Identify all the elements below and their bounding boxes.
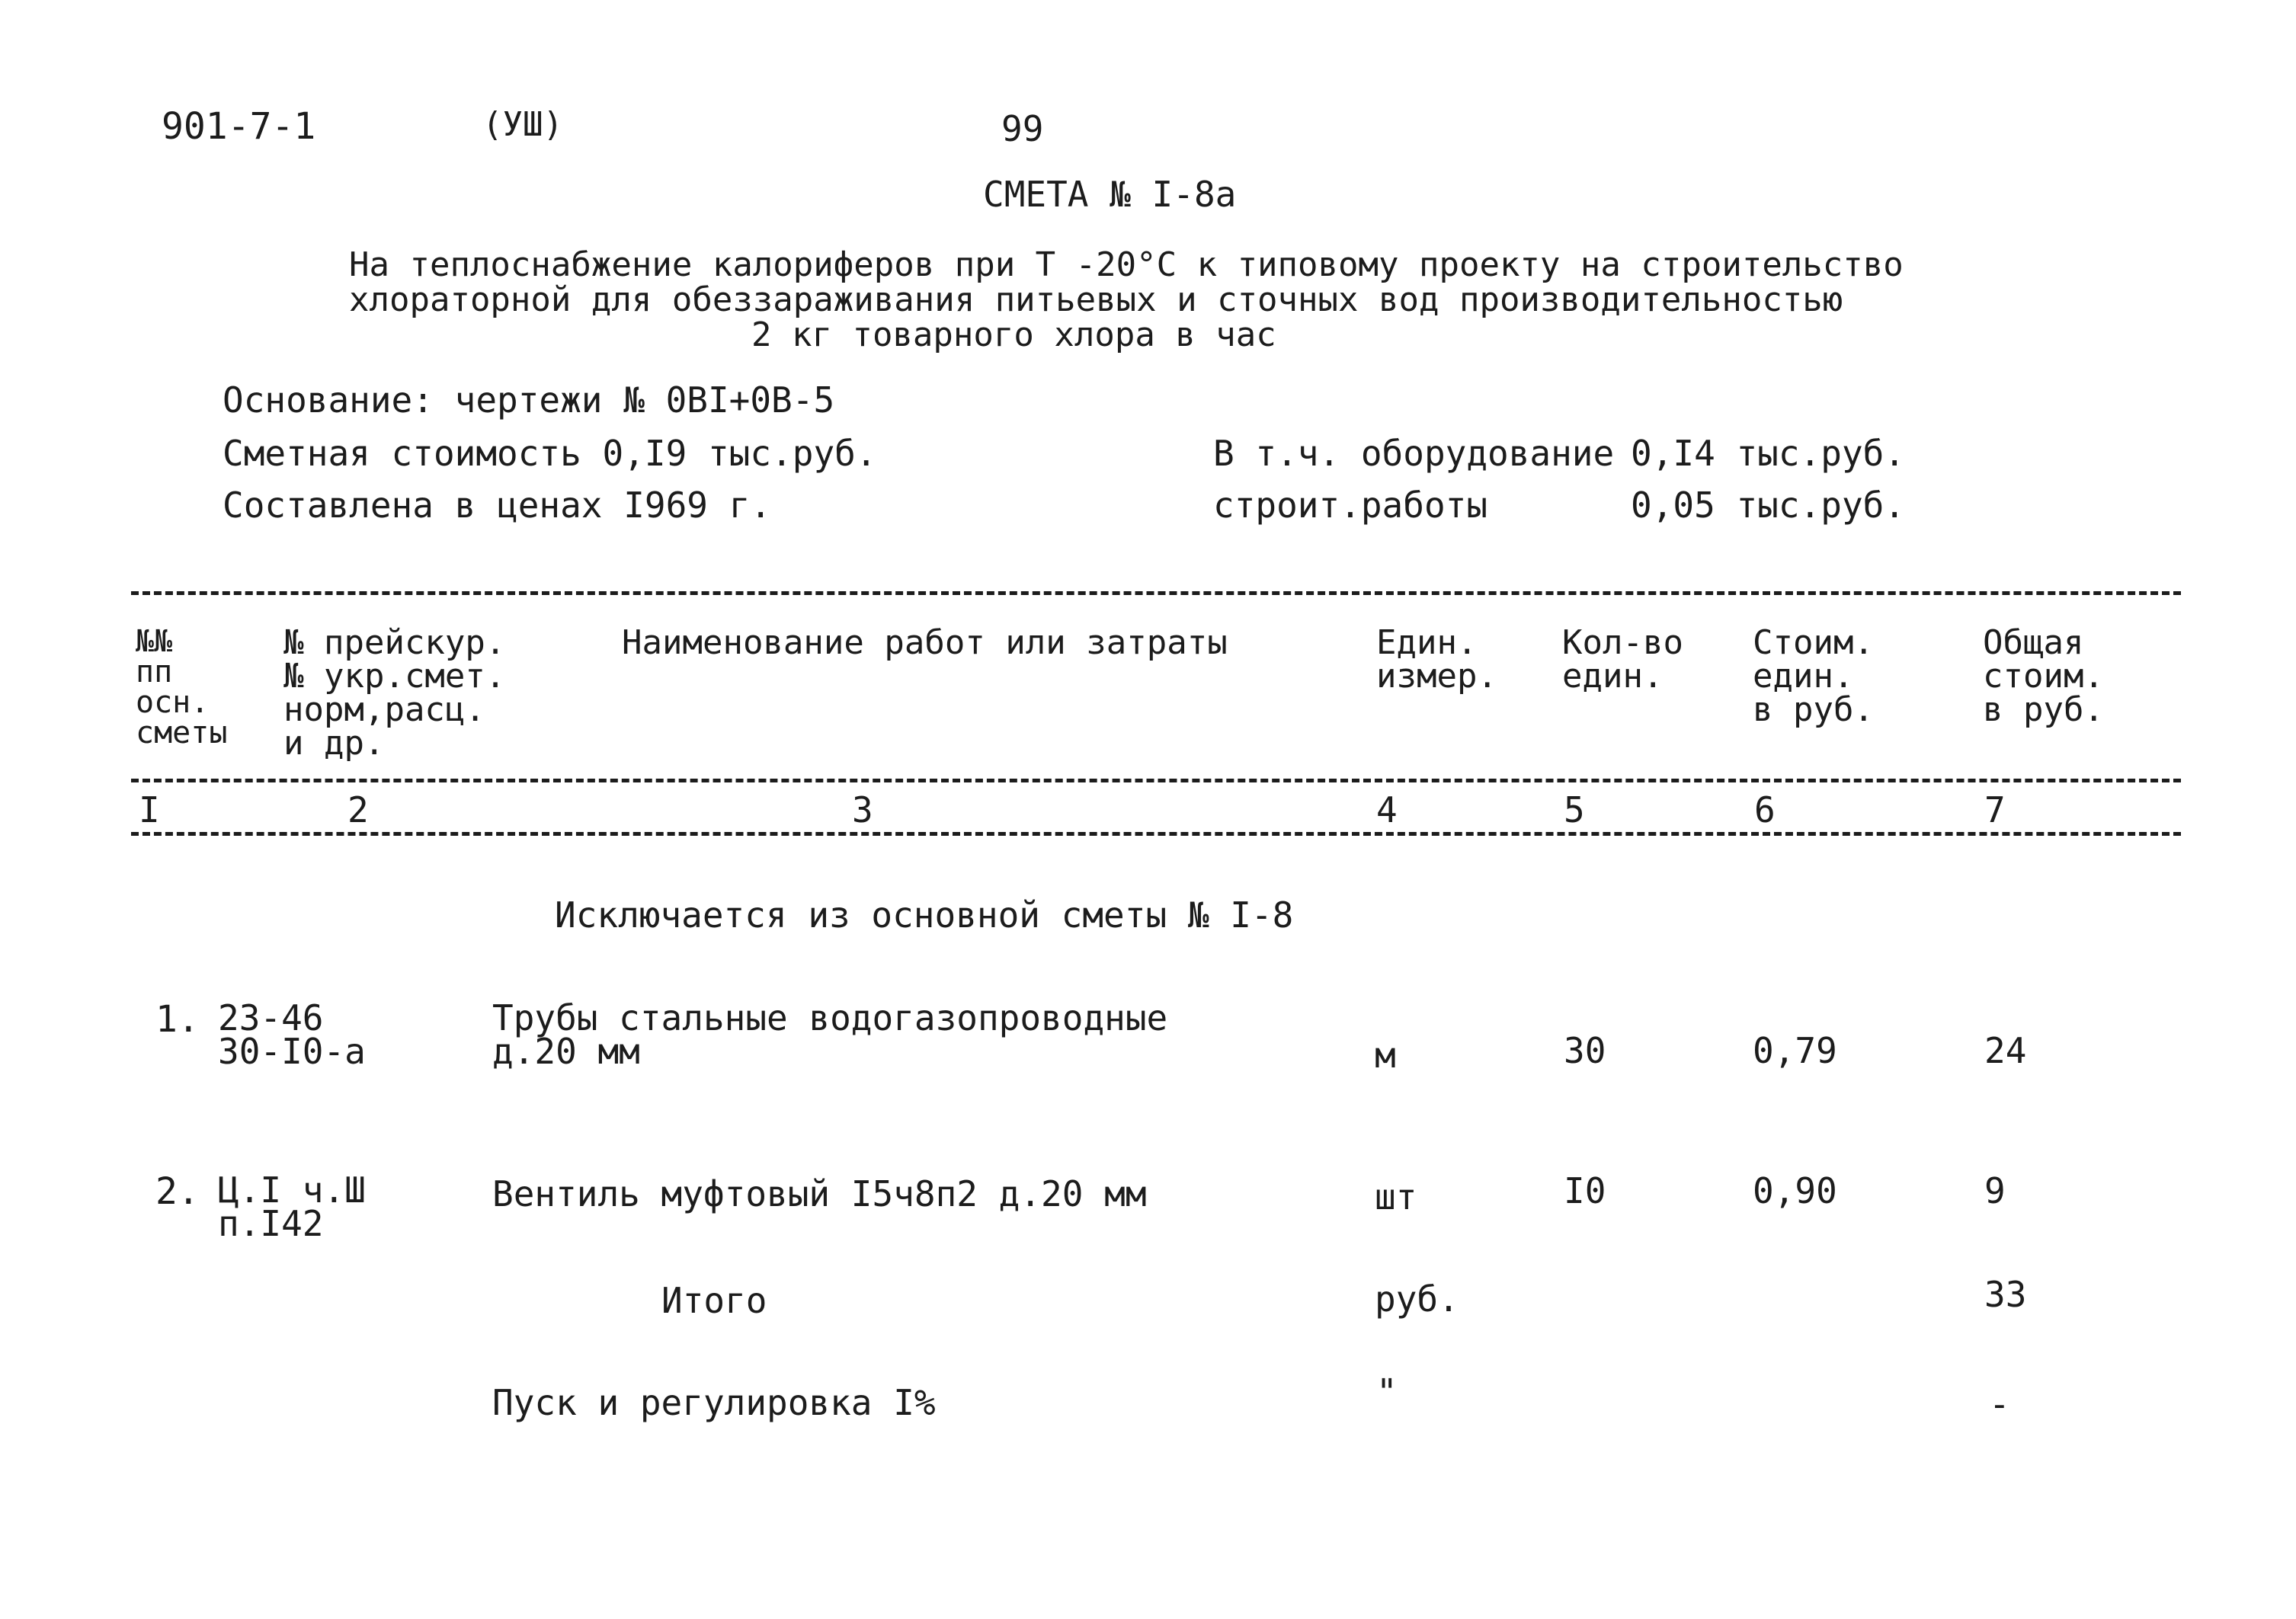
subtotal-unit: руб. bbox=[1375, 1278, 1459, 1320]
col-header-6: Стоим. един. в руб. bbox=[1753, 623, 1874, 729]
subtitle-line-1: На теплоснабжение калориферов при Т -20°С к типовому проекту на строительство bbox=[349, 245, 1904, 284]
col-header-3: Наименование работ или затраты bbox=[622, 623, 1228, 662]
row-1-unit-price: 0,79 bbox=[1753, 1030, 1837, 1071]
row-2-num: 2. bbox=[155, 1170, 200, 1213]
row-1-name: Трубы стальные водогазопроводные д.20 мм bbox=[492, 997, 1168, 1072]
col-number-2: 2 bbox=[347, 789, 369, 830]
row-1-total: 24 bbox=[1984, 1030, 2027, 1071]
col-header-2: № прейскур. № укр.смет. норм,расц. и др. bbox=[283, 623, 506, 763]
price-level: Составлена в ценах I969 г. bbox=[223, 485, 772, 526]
row-2-code: Ц.I ч.Ш п.I42 bbox=[218, 1169, 366, 1244]
construction-label: строит.работы bbox=[1213, 485, 1488, 526]
estimated-cost: Сметная стоимость 0,I9 тыс.руб. bbox=[223, 433, 877, 474]
startup-label: Пуск и регулировка I% bbox=[492, 1382, 936, 1423]
col-header-1: №№ пп осн. сметы bbox=[136, 624, 228, 750]
col-number-3: 3 bbox=[852, 789, 873, 830]
page-number: 99 bbox=[1001, 108, 1044, 149]
subtitle-line-3: 2 кг товарного хлора в час bbox=[751, 315, 1276, 354]
col-number-1: I bbox=[139, 789, 160, 830]
startup-total: - bbox=[1989, 1384, 2010, 1425]
album-number: (УШ) bbox=[482, 105, 563, 144]
row-2-unit-price: 0,90 bbox=[1753, 1170, 1837, 1211]
row-2-unit: шт bbox=[1375, 1176, 1417, 1217]
row-1-qty: 30 bbox=[1564, 1030, 1606, 1071]
col-header-7: Общая стоим. в руб. bbox=[1983, 623, 2104, 729]
row-2-qty: I0 bbox=[1564, 1170, 1606, 1211]
document-title: СМЕТА № I-8а bbox=[983, 174, 1237, 215]
row-2-total: 9 bbox=[1984, 1170, 2006, 1211]
startup-unit: " bbox=[1376, 1371, 1398, 1413]
equipment-value: 0,I4 тыс.руб. bbox=[1631, 433, 1906, 474]
col-number-4: 4 bbox=[1376, 789, 1398, 830]
table-top-rule bbox=[131, 591, 2181, 595]
col-header-5: Кол-во един. bbox=[1562, 623, 1683, 696]
row-1-num: 1. bbox=[155, 998, 200, 1041]
basis-line: Основание: чертежи № 0ВI+0В-5 bbox=[223, 379, 835, 421]
row-1-unit: м bbox=[1375, 1035, 1396, 1076]
col-number-6: 6 bbox=[1754, 789, 1776, 830]
section-title: Исключается из основной сметы № I-8 bbox=[555, 894, 1294, 936]
col-header-4: Един. измер. bbox=[1376, 623, 1497, 696]
table-numbers-rule bbox=[131, 832, 2181, 836]
row-1-code: 23-46 30-I0-а bbox=[218, 997, 366, 1072]
subtitle-line-2: хлораторной для обеззараживания питьевых и сточных вод производительностью bbox=[349, 280, 1843, 319]
project-code: 901-7-1 bbox=[162, 105, 316, 148]
subtotal-label: Итого bbox=[661, 1280, 767, 1321]
col-number-7: 7 bbox=[1984, 789, 2006, 830]
subtotal-total: 33 bbox=[1984, 1274, 2027, 1315]
equipment-label: В т.ч. оборудование bbox=[1213, 433, 1615, 474]
col-number-5: 5 bbox=[1564, 789, 1585, 830]
row-2-name: Вентиль муфтовый I5ч8п2 д.20 мм bbox=[492, 1173, 1147, 1214]
construction-value: 0,05 тыс.руб. bbox=[1631, 485, 1906, 526]
table-header-rule bbox=[131, 779, 2181, 782]
